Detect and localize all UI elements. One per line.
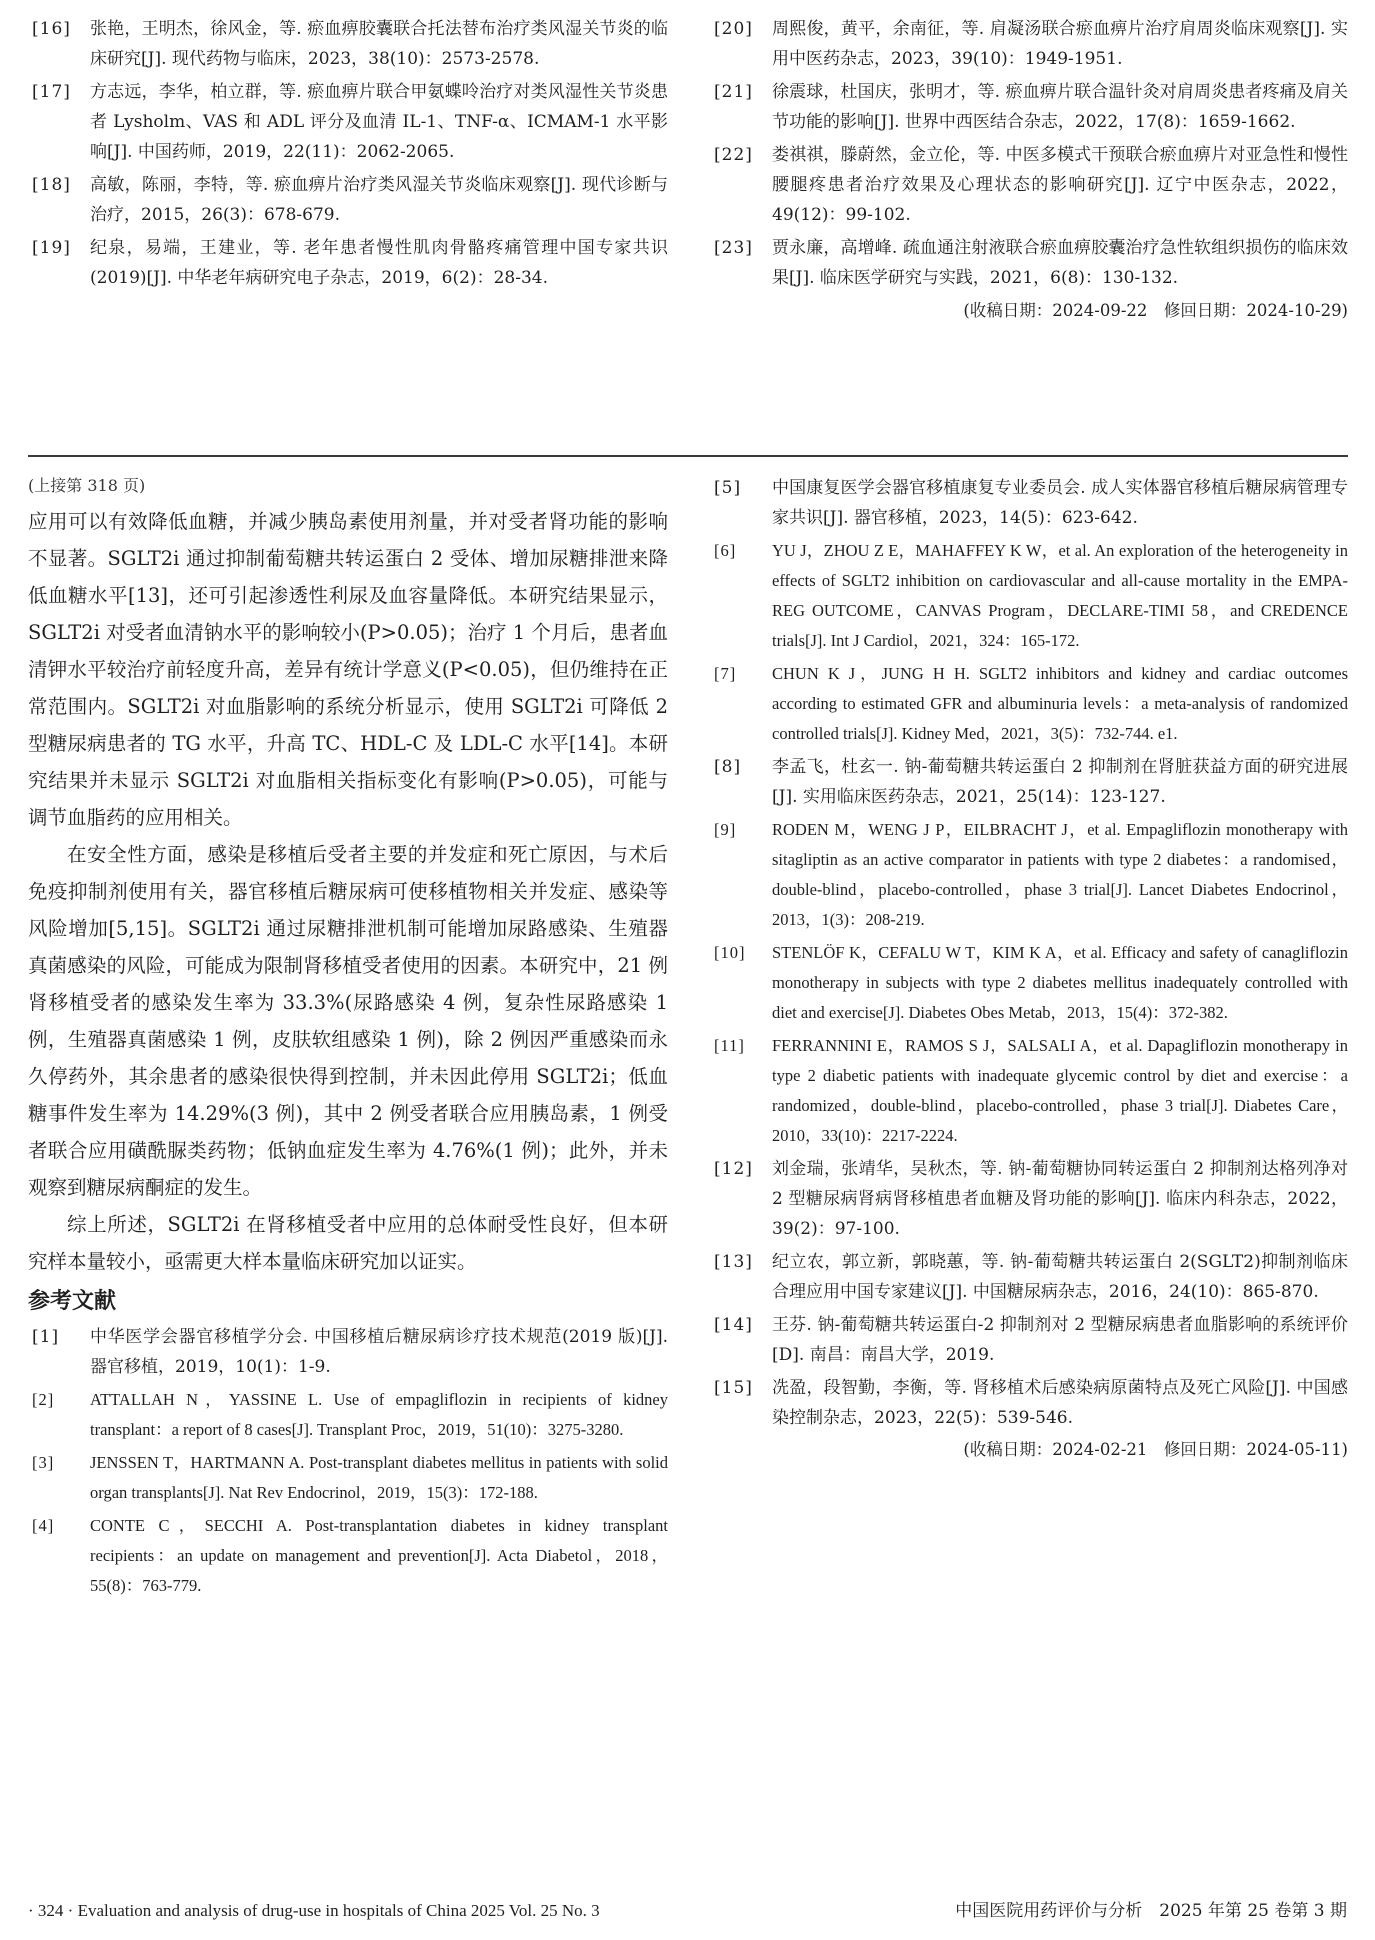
bottom-right-references: [710, 473, 1348, 1464]
reference-item: [28, 14, 668, 74]
reference-item: [28, 1448, 668, 1508]
body-paragraph: 应用可以有效降低血糖，并减少胰岛素使用剂量，并对受者肾功能的影响不显著。SGLT2i 通过抑制葡萄糖共转运蛋白 2 受体、增加尿糖排泄来降低血糖水平[13]，还可引起渗透性利尿及血容量降低。本研究结果显示，SGLT2i 对受者血清钠水平的影响较小(P>0.05)；治疗 1 个月后，患者血清钾水平较治疗前轻度升高，差异有统计学意义(P<0.05)，但仍维持在正常范围内。SGLT2i 对血脂影响的系统分析显示，使用 SGLT2i 可降低 2 型糖尿病患者的 TG 水平，升高 TC、HDL-C 及 LDL-C 水平[14]。本研究结果并未显示 SGLT2i 对血脂相关指标变化有影响(P>0.05)，可能与调节血脂药的应用相关。: [28, 510, 668, 829]
reference-item: [710, 1031, 1348, 1151]
reference-text: 周熙俊，黄平，余南征，等. 肩凝汤联合瘀血痹片治疗肩周炎临床观察[J]. 实用中医药杂志，2023，39(10)：1949-1951.: [772, 19, 1348, 69]
reference-number: [5]: [714, 478, 742, 498]
body-paragraph: 综上所述，SGLT2i 在肾移植受者中应用的总体耐受性良好，但本研究样本量较小，亟需更大样本量临床研究加以证实。: [28, 1213, 668, 1273]
reference-item: [28, 1385, 668, 1445]
reference-item: [710, 1373, 1348, 1433]
top-right-references: [710, 14, 1348, 325]
reference-item: [28, 233, 668, 293]
footer-left: · 324 · Evaluation and analysis of drug-use in hospitals of China 2025 Vol. 25 No. 3: [28, 1901, 600, 1920]
reference-text: JENSSEN T，HARTMANN A. Post-transplant diabetes mellitus in patients with solid organ transplants[J]. Nat Rev Endocrinol，2019，15(3)：172-188.: [90, 1453, 668, 1502]
reference-item: [710, 1247, 1348, 1307]
reference-text: 纪立农，郭立新，郭晓蕙，等. 钠-葡萄糖共转运蛋白 2(SGLT2)抑制剂临床合理应用中国专家建议[J]. 中国糖尿病杂志，2016，24(10)：865-870.: [772, 1252, 1348, 1302]
reference-text: 王芬. 钠-葡萄糖共转运蛋白-2 抑制剂对 2 型糖尿病患者血脂影响的系统评价[D]. 南昌：南昌大学，2019.: [772, 1315, 1348, 1365]
reference-item: [28, 1511, 668, 1601]
reference-number: [21]: [714, 82, 753, 102]
continued-note: (上接第 318 页): [28, 476, 146, 495]
reference-number: [12]: [714, 1159, 753, 1179]
reference-text: CHUN K J，JUNG H H. SGLT2 inhibitors and kidney and cardiac outcomes according to estimated GFR and albuminuria levels：a meta-analysis of randomized controlled trials[J]. Kidney Med，2021，3(5)：732-744. e1.: [772, 664, 1348, 743]
reference-item: [28, 170, 668, 230]
body-paragraph: 在安全性方面，感染是移植后受者主要的并发症和死亡原因，与术后免疫抑制剂使用有关，器官移植后糖尿病可使移植物相关并发症、感染等风险增加[5,15]。SGLT2i 通过尿糖排泄机制可能增加尿路感染、生殖器真菌感染的风险，可能成为限制肾移植受者使用的因素。本研究中，21 例肾移植受者的感染发生率为 33.3%(尿路感染 4 例，复杂性尿路感染 1 例，生殖器真菌感染 1 例，皮肤软组感染 1 例)，除 2 例因严重感染而永久停药外，其余患者的感染很快得到控制，并未因此停用 SGLT2i；低血糖事件发生率为 14.29%(3 例)，其中 2 例受者联合应用胰岛素，1 例受者联合应用磺酰脲类药物；低钠血症发生率为 4.76%(1 例)；此外，并未观察到糖尿病酮症的发生。: [28, 843, 668, 1199]
reference-number: [4]: [32, 1516, 55, 1535]
reference-number: [13]: [714, 1252, 753, 1272]
reference-text: 高敏，陈丽，李特，等. 瘀血痹片治疗类风湿关节炎临床观察[J]. 现代诊断与治疗，2015，26(3)：678-679.: [90, 175, 668, 225]
reference-text: FERRANNINI E，RAMOS S J，SALSALI A，et al. Dapagliflozin monotherapy in type 2 diabetic patients with inadequate glycemic control by diet and exercise：a randomized，double-blind，placebo-controlled，phase 3 trial[J]. Diabetes Care，2010，33(10)：2217-2224.: [772, 1036, 1348, 1145]
reference-item: [710, 815, 1348, 935]
reference-item: [710, 1310, 1348, 1370]
top-left-references: [28, 14, 668, 296]
reference-text: 冼盈，段智勤，李衡，等. 肾移植术后感染病原菌特点及死亡风险[J]. 中国感染控制杂志，2023，22(5)：539-546.: [772, 1378, 1348, 1428]
reference-number: [2]: [32, 1390, 55, 1409]
reference-number: [22]: [714, 145, 753, 165]
reference-item: [710, 473, 1348, 533]
reference-text: ATTALLAH N，YASSINE L. Use of empagliflozin in recipients of kidney transplant：a report of 8 cases[J]. Transplant Proc，2019，51(10)：3275-3280.: [90, 1390, 668, 1439]
reference-text: STENLÖF K，CEFALU W T，KIM K A，et al. Efficacy and safety of canagliflozin monotherapy in subjects with type 2 diabetes mellitus inadequately controlled with diet and exercise[J]. Diabetes Obes Metab，2013，15(4)：372-382.: [772, 943, 1348, 1022]
reference-number: [16]: [32, 19, 71, 39]
reference-number: [9]: [714, 820, 737, 839]
reference-text: YU J，ZHOU Z E，MAHAFFEY K W，et al. An exploration of the heterogeneity in effects of SGLT2 inhibition on cardiovascular and all-cause mortality in the EMPA-REG OUTCOME，CANVAS Program，DECLARE-TIMI 58，and CREDENCE trials[J]. Int J Cardiol，2021，324：165-172.: [772, 541, 1348, 650]
reference-number: [14]: [714, 1315, 753, 1335]
reference-item: [28, 1322, 668, 1382]
reference-item: [710, 752, 1348, 812]
received-revised-dates: (收稿日期：2024-02-21 修回日期：2024-05-11): [963, 1440, 1348, 1459]
reference-item: [28, 77, 668, 167]
reference-text: 中国康复医学会器官移植康复专业委员会. 成人实体器官移植后糖尿病管理专家共识[J]. 器官移植，2023，14(5)：623-642.: [772, 478, 1348, 528]
reference-text: 方志远，李华，柏立群，等. 瘀血痹片联合甲氨蝶呤治疗对类风湿性关节炎患者 Lysholm、VAS 和 ADL 评分及血清 IL-1、TNF-α、ICMAM-1 水平影响[J]. 中国药师，2019，22(11)：2062-2065.: [90, 82, 668, 162]
reference-text: 中华医学会器官移植学分会. 中国移植后糖尿病诊疗技术规范(2019 版)[J]. 器官移植，2019，10(1)：1-9.: [90, 1327, 668, 1377]
references-list-left: [28, 1322, 668, 1601]
reference-text: 徐震球，杜国庆，张明才，等. 瘀血痹片联合温针灸对肩周炎患者疼痛及肩关节功能的影响[J]. 世界中西医结合杂志，2022，17(8)：1659-1662.: [772, 82, 1348, 132]
reference-number: [15]: [714, 1378, 753, 1398]
reference-text: CONTE C，SECCHI A. Post-transplantation diabetes in kidney transplant recipients：an update on management and prevention[J]. Acta Diabetol，2018，55(8)：763-779.: [90, 1516, 668, 1595]
received-revised-dates: (收稿日期：2024-09-22 修回日期：2024-10-29): [963, 301, 1348, 320]
reference-number: [20]: [714, 19, 753, 39]
footer-right: 中国医院用药评价与分析 2025 年第 25 卷第 3 期: [955, 1901, 1347, 1921]
reference-item: [710, 659, 1348, 749]
article-body-column: [28, 473, 668, 1604]
reference-item: [710, 14, 1348, 74]
reference-text: 娄祺祺，滕蔚然，金立伦，等. 中医多模式干预联合瘀血痹片对亚急性和慢性腰腿疼患者治疗效果及心理状态的影响研究[J]. 辽宁中医杂志，2022，49(12)：99-102.: [772, 145, 1348, 225]
reference-number: [19]: [32, 238, 71, 258]
references-heading: 参考文献: [28, 1289, 117, 1314]
reference-item: [710, 536, 1348, 656]
reference-number: [11]: [714, 1036, 745, 1055]
reference-item: [710, 77, 1348, 137]
body-text: [28, 503, 668, 1280]
reference-number: [1]: [32, 1327, 60, 1347]
reference-text: 张艳，王明杰，徐风金，等. 瘀血痹胶囊联合托法替布治疗类风湿关节炎的临床研究[J]. 现代药物与临床，2023，38(10)：2573-2578.: [90, 19, 668, 69]
reference-number: [17]: [32, 82, 71, 102]
reference-number: [3]: [32, 1453, 55, 1472]
reference-text: 贾永廉，高增峰. 疏血通注射液联合瘀血痹胶囊治疗急性软组织损伤的临床效果[J]. 临床医学研究与实践，2021，6(8)：130-132.: [772, 238, 1348, 288]
section-divider: [28, 455, 1348, 457]
reference-item: [710, 938, 1348, 1028]
reference-text: RODEN M，WENG J P，EILBRACHT J，et al. Empagliflozin monotherapy with sitagliptin as an active comparator in patients with type 2 diabetes：a randomised，double-blind，placebo-controlled，phase 3 trial[J]. Lancet Diabetes Endocrinol，2013，1(3)：208-219.: [772, 820, 1348, 929]
reference-number: [18]: [32, 175, 71, 195]
reference-number: [23]: [714, 238, 753, 258]
reference-text: 刘金瑞，张靖华，吴秋杰，等. 钠-葡萄糖协同转运蛋白 2 抑制剂达格列净对 2 型糖尿病肾病肾移植患者血糖及肾功能的影响[J]. 临床内科杂志，2022，39(2)：97-100.: [772, 1159, 1348, 1239]
reference-number: [6]: [714, 541, 737, 560]
reference-number: [10]: [714, 943, 746, 962]
reference-number: [8]: [714, 757, 742, 777]
reference-number: [7]: [714, 664, 737, 683]
reference-item: [710, 1154, 1348, 1244]
reference-item: [710, 233, 1348, 293]
reference-text: 纪泉，易端，王建业，等. 老年患者慢性肌肉骨骼疼痛管理中国专家共识(2019)[J]. 中华老年病研究电子杂志，2019，6(2)：28-34.: [90, 238, 668, 288]
reference-item: [710, 140, 1348, 230]
reference-text: 李孟飞，杜玄一. 钠-葡萄糖共转运蛋白 2 抑制剂在肾脏获益方面的研究进展[J]. 实用临床医药杂志，2021，25(14)：123-127.: [772, 757, 1348, 807]
